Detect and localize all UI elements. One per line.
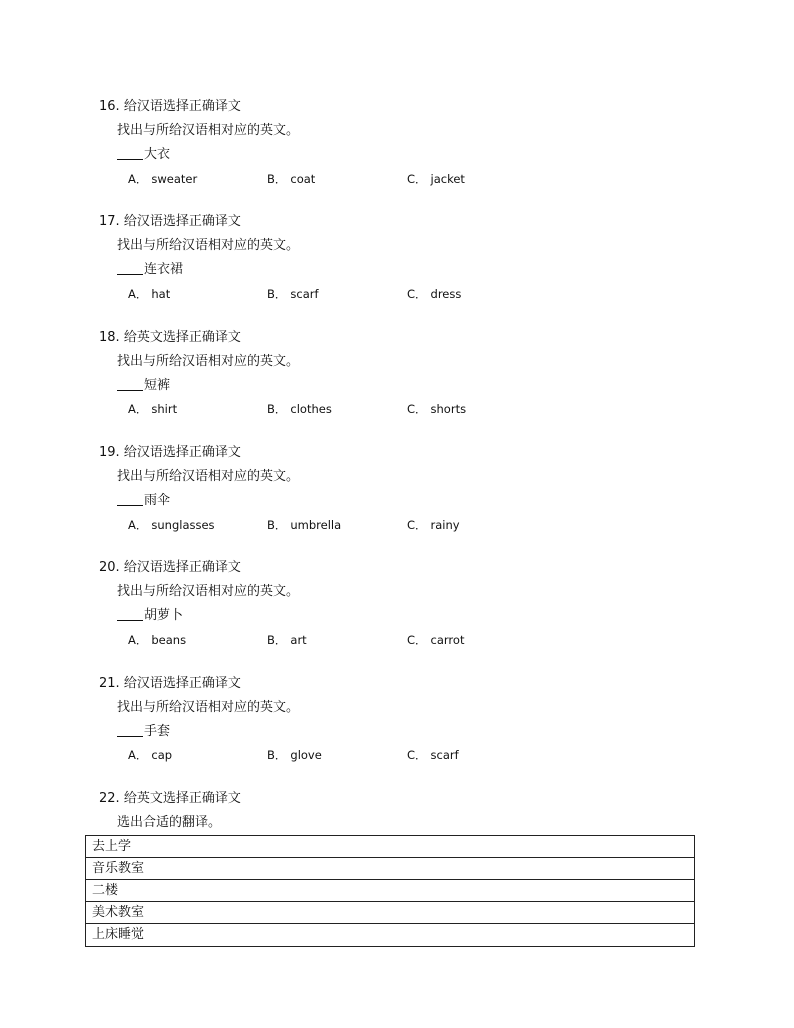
table-row: 二楼 (86, 880, 694, 902)
question-title: 16. 给汉语选择正确译文 (99, 99, 241, 114)
translation-table (85, 835, 695, 947)
answer-blank[interactable] (117, 261, 143, 275)
question-instruction: 找出与所给汉语相对应的英文。 (117, 123, 300, 138)
table-row: 音乐教室 (86, 858, 694, 880)
option-c[interactable]: C． dress (407, 287, 462, 301)
answer-blank[interactable] (117, 377, 143, 391)
option-c[interactable]: C． rainy (407, 518, 460, 532)
question-instruction: 找出与所给汉语相对应的英文。 (117, 354, 300, 369)
question-word: 胡萝卜 (117, 607, 183, 625)
answer-blank[interactable] (117, 607, 143, 621)
question-word: 大衣 (117, 146, 170, 164)
question-title: 20. 给汉语选择正确译文 (99, 560, 241, 575)
question-title: 19. 给汉语选择正确译文 (99, 445, 241, 460)
question-word: 雨伞 (117, 492, 170, 510)
option-a[interactable]: A． cap (128, 748, 173, 762)
answer-blank[interactable] (117, 492, 143, 506)
question-instruction: 找出与所给汉语相对应的英文。 (117, 700, 300, 715)
table-row: 去上学 (86, 836, 694, 858)
answer-blank[interactable] (117, 146, 143, 160)
option-a[interactable]: A． sunglasses (128, 518, 215, 532)
option-c[interactable]: C． scarf (407, 748, 459, 762)
question-instruction: 选出合适的翻译。 (117, 815, 222, 830)
option-b[interactable]: B． coat (267, 172, 316, 186)
table-row: 上床睡觉 (92, 927, 145, 942)
option-b[interactable]: B． glove (267, 748, 322, 762)
option-b[interactable]: B． clothes (267, 402, 332, 416)
option-b[interactable]: B． art (267, 633, 307, 647)
option-b[interactable]: B． umbrella (267, 518, 342, 532)
question-word: 手套 (117, 723, 170, 741)
option-c[interactable]: C． carrot (407, 633, 465, 647)
question-instruction: 找出与所给汉语相对应的英文。 (117, 469, 300, 484)
option-a[interactable]: A． hat (128, 287, 171, 301)
answer-blank[interactable] (117, 723, 143, 737)
question-word: 连衣裙 (117, 261, 183, 279)
option-c[interactable]: C． shorts (407, 402, 467, 416)
option-a[interactable]: A． beans (128, 633, 187, 647)
option-c[interactable]: C． jacket (407, 172, 465, 186)
question-title: 21. 给汉语选择正确译文 (99, 676, 241, 691)
question-instruction: 找出与所给汉语相对应的英文。 (117, 584, 300, 599)
question-title: 22. 给英文选择正确译文 (99, 791, 241, 806)
option-a[interactable]: A． shirt (128, 402, 178, 416)
question-title: 18. 给英文选择正确译文 (99, 330, 241, 345)
option-a[interactable]: A． sweater (128, 172, 198, 186)
question-word: 短裤 (117, 377, 170, 395)
question-title: 17. 给汉语选择正确译文 (99, 214, 241, 229)
option-b[interactable]: B． scarf (267, 287, 319, 301)
question-instruction: 找出与所给汉语相对应的英文。 (117, 238, 300, 253)
table-row: 美术教室 (86, 902, 694, 924)
